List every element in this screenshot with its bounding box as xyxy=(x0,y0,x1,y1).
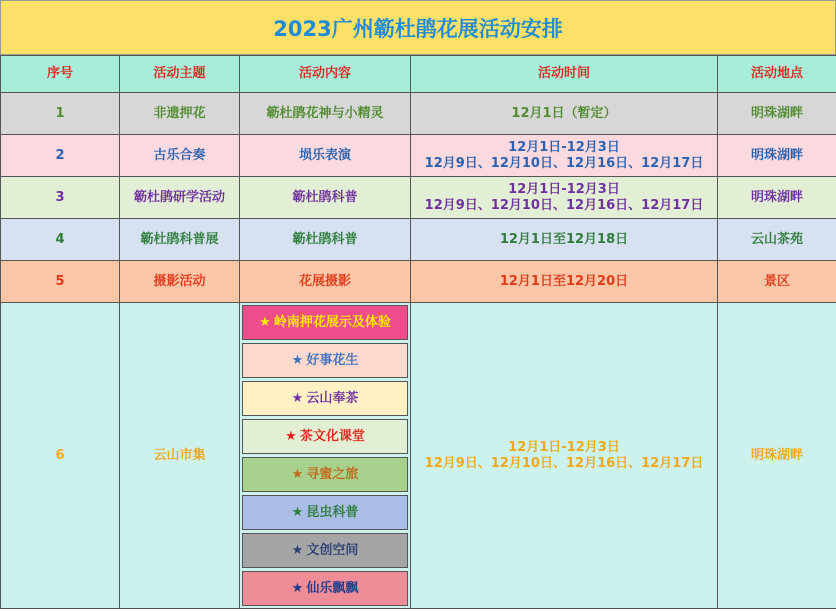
row-time-line1: 12月1日-12月3日 xyxy=(508,181,620,197)
row-time-line1: 12月1日至12月20日 xyxy=(499,273,629,289)
row-time-line2: 12月9日、12月10日、12月16日、12月17日 xyxy=(424,197,704,213)
market-item-label: 茶文化课堂 xyxy=(299,428,365,444)
row-content: 簕杜鹃花神与小精灵 xyxy=(240,93,411,135)
header-content: 活动内容 xyxy=(240,56,411,93)
row-time xyxy=(411,303,718,609)
market-item xyxy=(242,533,408,568)
market-item-label: 昆虫科普 xyxy=(306,504,359,520)
star-icon: ★ xyxy=(291,580,304,596)
table-row xyxy=(1,261,836,303)
market-item xyxy=(242,495,408,530)
row-time xyxy=(411,177,718,219)
table-row xyxy=(1,135,836,177)
market-item-label: 好事花生 xyxy=(306,352,359,368)
row-time xyxy=(411,93,718,135)
row-time xyxy=(411,135,718,177)
market-item xyxy=(242,305,408,340)
row-time-line1: 12月1日-12月3日 xyxy=(508,139,620,155)
star-icon: ★ xyxy=(291,352,304,368)
row-time-line1: 12月1日至12月18日 xyxy=(499,231,629,247)
row-place: 明珠湖畔 xyxy=(718,135,836,177)
row-no: 4 xyxy=(1,219,120,261)
header-row xyxy=(1,56,836,93)
row-theme: 簕杜鹃研学活动 xyxy=(120,177,240,219)
row-theme: 摄影活动 xyxy=(120,261,240,303)
market-item xyxy=(242,343,408,378)
row-time xyxy=(411,261,718,303)
star-icon: ★ xyxy=(259,314,271,330)
row-place: 明珠湖畔 xyxy=(718,303,836,609)
row-place: 景区 xyxy=(718,261,836,303)
market-items xyxy=(240,303,411,609)
row-content: 花展摄影 xyxy=(240,261,411,303)
row-place: 云山茶苑 xyxy=(718,219,836,261)
market-item xyxy=(242,381,408,416)
market-item-label: 云山奉茶 xyxy=(306,390,359,406)
row-theme: 簕杜鹃科普展 xyxy=(120,219,240,261)
header-no: 序号 xyxy=(1,56,120,93)
market-item xyxy=(242,457,408,492)
row-content: 埙乐表演 xyxy=(240,135,411,177)
page-title: 2023广州簕杜鹃花展活动安排 xyxy=(0,0,836,55)
row-place: 明珠湖畔 xyxy=(718,93,836,135)
table-row xyxy=(1,93,836,135)
row-theme: 古乐合奏 xyxy=(120,135,240,177)
market-item xyxy=(242,571,408,606)
row-time-line2: 12月9日、12月10日、12月16日、12月17日 xyxy=(424,155,704,171)
row-no: 2 xyxy=(1,135,120,177)
header-place: 活动地点 xyxy=(718,56,836,93)
row-time-line1: 12月1日-12月3日 xyxy=(508,439,620,455)
star-icon: ★ xyxy=(291,542,304,558)
star-icon: ★ xyxy=(291,390,304,406)
row-time-line2: 12月9日、12月10日、12月16日、12月17日 xyxy=(424,455,704,471)
schedule-table xyxy=(0,55,836,609)
row-theme: 非遗押花 xyxy=(120,93,240,135)
market-item-label: 岭南押花展示及体验 xyxy=(273,314,391,330)
market-item xyxy=(242,419,408,454)
row-content: 簕杜鹃科普 xyxy=(240,177,411,219)
table-row xyxy=(1,219,836,261)
row-place: 明珠湖畔 xyxy=(718,177,836,219)
row-content: 簕杜鹃科普 xyxy=(240,219,411,261)
market-item-list xyxy=(242,305,408,606)
star-icon: ★ xyxy=(291,504,304,520)
star-icon: ★ xyxy=(291,466,304,482)
row-no: 5 xyxy=(1,261,120,303)
header-theme: 活动主题 xyxy=(120,56,240,93)
market-item-label: 文创空间 xyxy=(306,542,359,558)
star-icon: ★ xyxy=(285,428,297,444)
market-item-label: 仙乐飘飘 xyxy=(306,580,359,596)
row-no: 6 xyxy=(1,303,120,609)
market-item-label: 寻蜜之旅 xyxy=(306,466,359,482)
row-theme: 云山市集 xyxy=(120,303,240,609)
row-no: 1 xyxy=(1,93,120,135)
row-time xyxy=(411,219,718,261)
table-row-market xyxy=(1,303,836,609)
table-row xyxy=(1,177,836,219)
row-time-line1: 12月1日（暂定） xyxy=(511,105,617,121)
header-time: 活动时间 xyxy=(411,56,718,93)
row-no: 3 xyxy=(1,177,120,219)
